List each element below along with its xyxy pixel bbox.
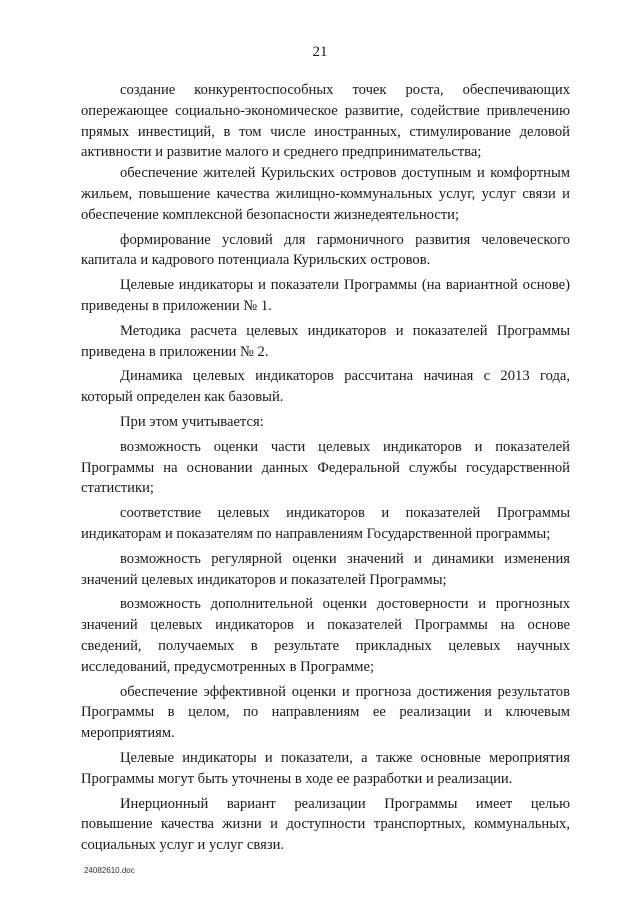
paragraph-5: Методика расчета целевых индикаторов и показателей Программы приведена в приложении № 2. bbox=[81, 322, 570, 360]
paragraph-1: создание конкурентоспособных точек роста, обеспечивающих опережающее социально-экономическое развитие, содействие привлечению прямых инвестиций, в том числе иностранных, стимулирование деловой активности и развитие малого и среднего предпринимательства; bbox=[81, 82, 570, 161]
paragraph-2: обеспечение жителей Курильских островов доступным и комфортным жильем, повышение качества жилищно-коммунальных услуг, услуг связи и обеспечение комплексной безопасности жизнедеятельности; bbox=[81, 165, 570, 223]
paragraph-4: Целевые индикаторы и показатели Программы (на вариантной основе) приведены в приложении № 1. bbox=[81, 277, 570, 314]
footer-filename: 24082610.doc bbox=[84, 866, 135, 875]
paragraph-14: Инерционный вариант реализации Программы имеет целью повышение качества жизни и доступности транспортных, коммунальных, социальных услуг и услуг связи. bbox=[81, 795, 570, 854]
paragraph-11: возможность дополнительной оценки достоверности и прогнозных значений целевых индикаторов и показателей Программы на основе сведений, получаемых в результате прикладных целевых научных исследований, предусмотренных в Программе; bbox=[81, 596, 570, 675]
paragraph-13: Целевые индикаторы и показатели, а также основные мероприятия Программы могут быть уточнены в ходе ее разработки и реализации. bbox=[81, 749, 570, 787]
paragraph-12: обеспечение эффективной оценки и прогноза достижения результатов Программы в целом, по направлениям ее реализации и ключевым мероприятиям. bbox=[81, 683, 570, 742]
paragraph-10: возможность регулярной оценки значений и динамики изменения значений целевых индикаторов и показателей Программы; bbox=[81, 550, 570, 588]
paragraph-9: соответствие целевых индикаторов и показателей Программы индикаторам и показателям по направлениям Государственной программы; bbox=[81, 505, 570, 542]
paragraph-6: Динамика целевых индикаторов рассчитана начиная с 2013 года, который определен как базовый. bbox=[81, 368, 570, 406]
paragraph-3: формирование условий для гармоничного развития человеческого капитала и кадрового потенциала Курильских островов. bbox=[81, 231, 570, 269]
page-number: 21 bbox=[312, 44, 328, 60]
paragraph-7: При этом учитывается: bbox=[120, 413, 264, 430]
document-body bbox=[81, 80, 570, 860]
paragraph-8: возможность оценки части целевых индикаторов и показателей Программы на основании данных Федеральной службы государственной статистики; bbox=[81, 438, 570, 497]
